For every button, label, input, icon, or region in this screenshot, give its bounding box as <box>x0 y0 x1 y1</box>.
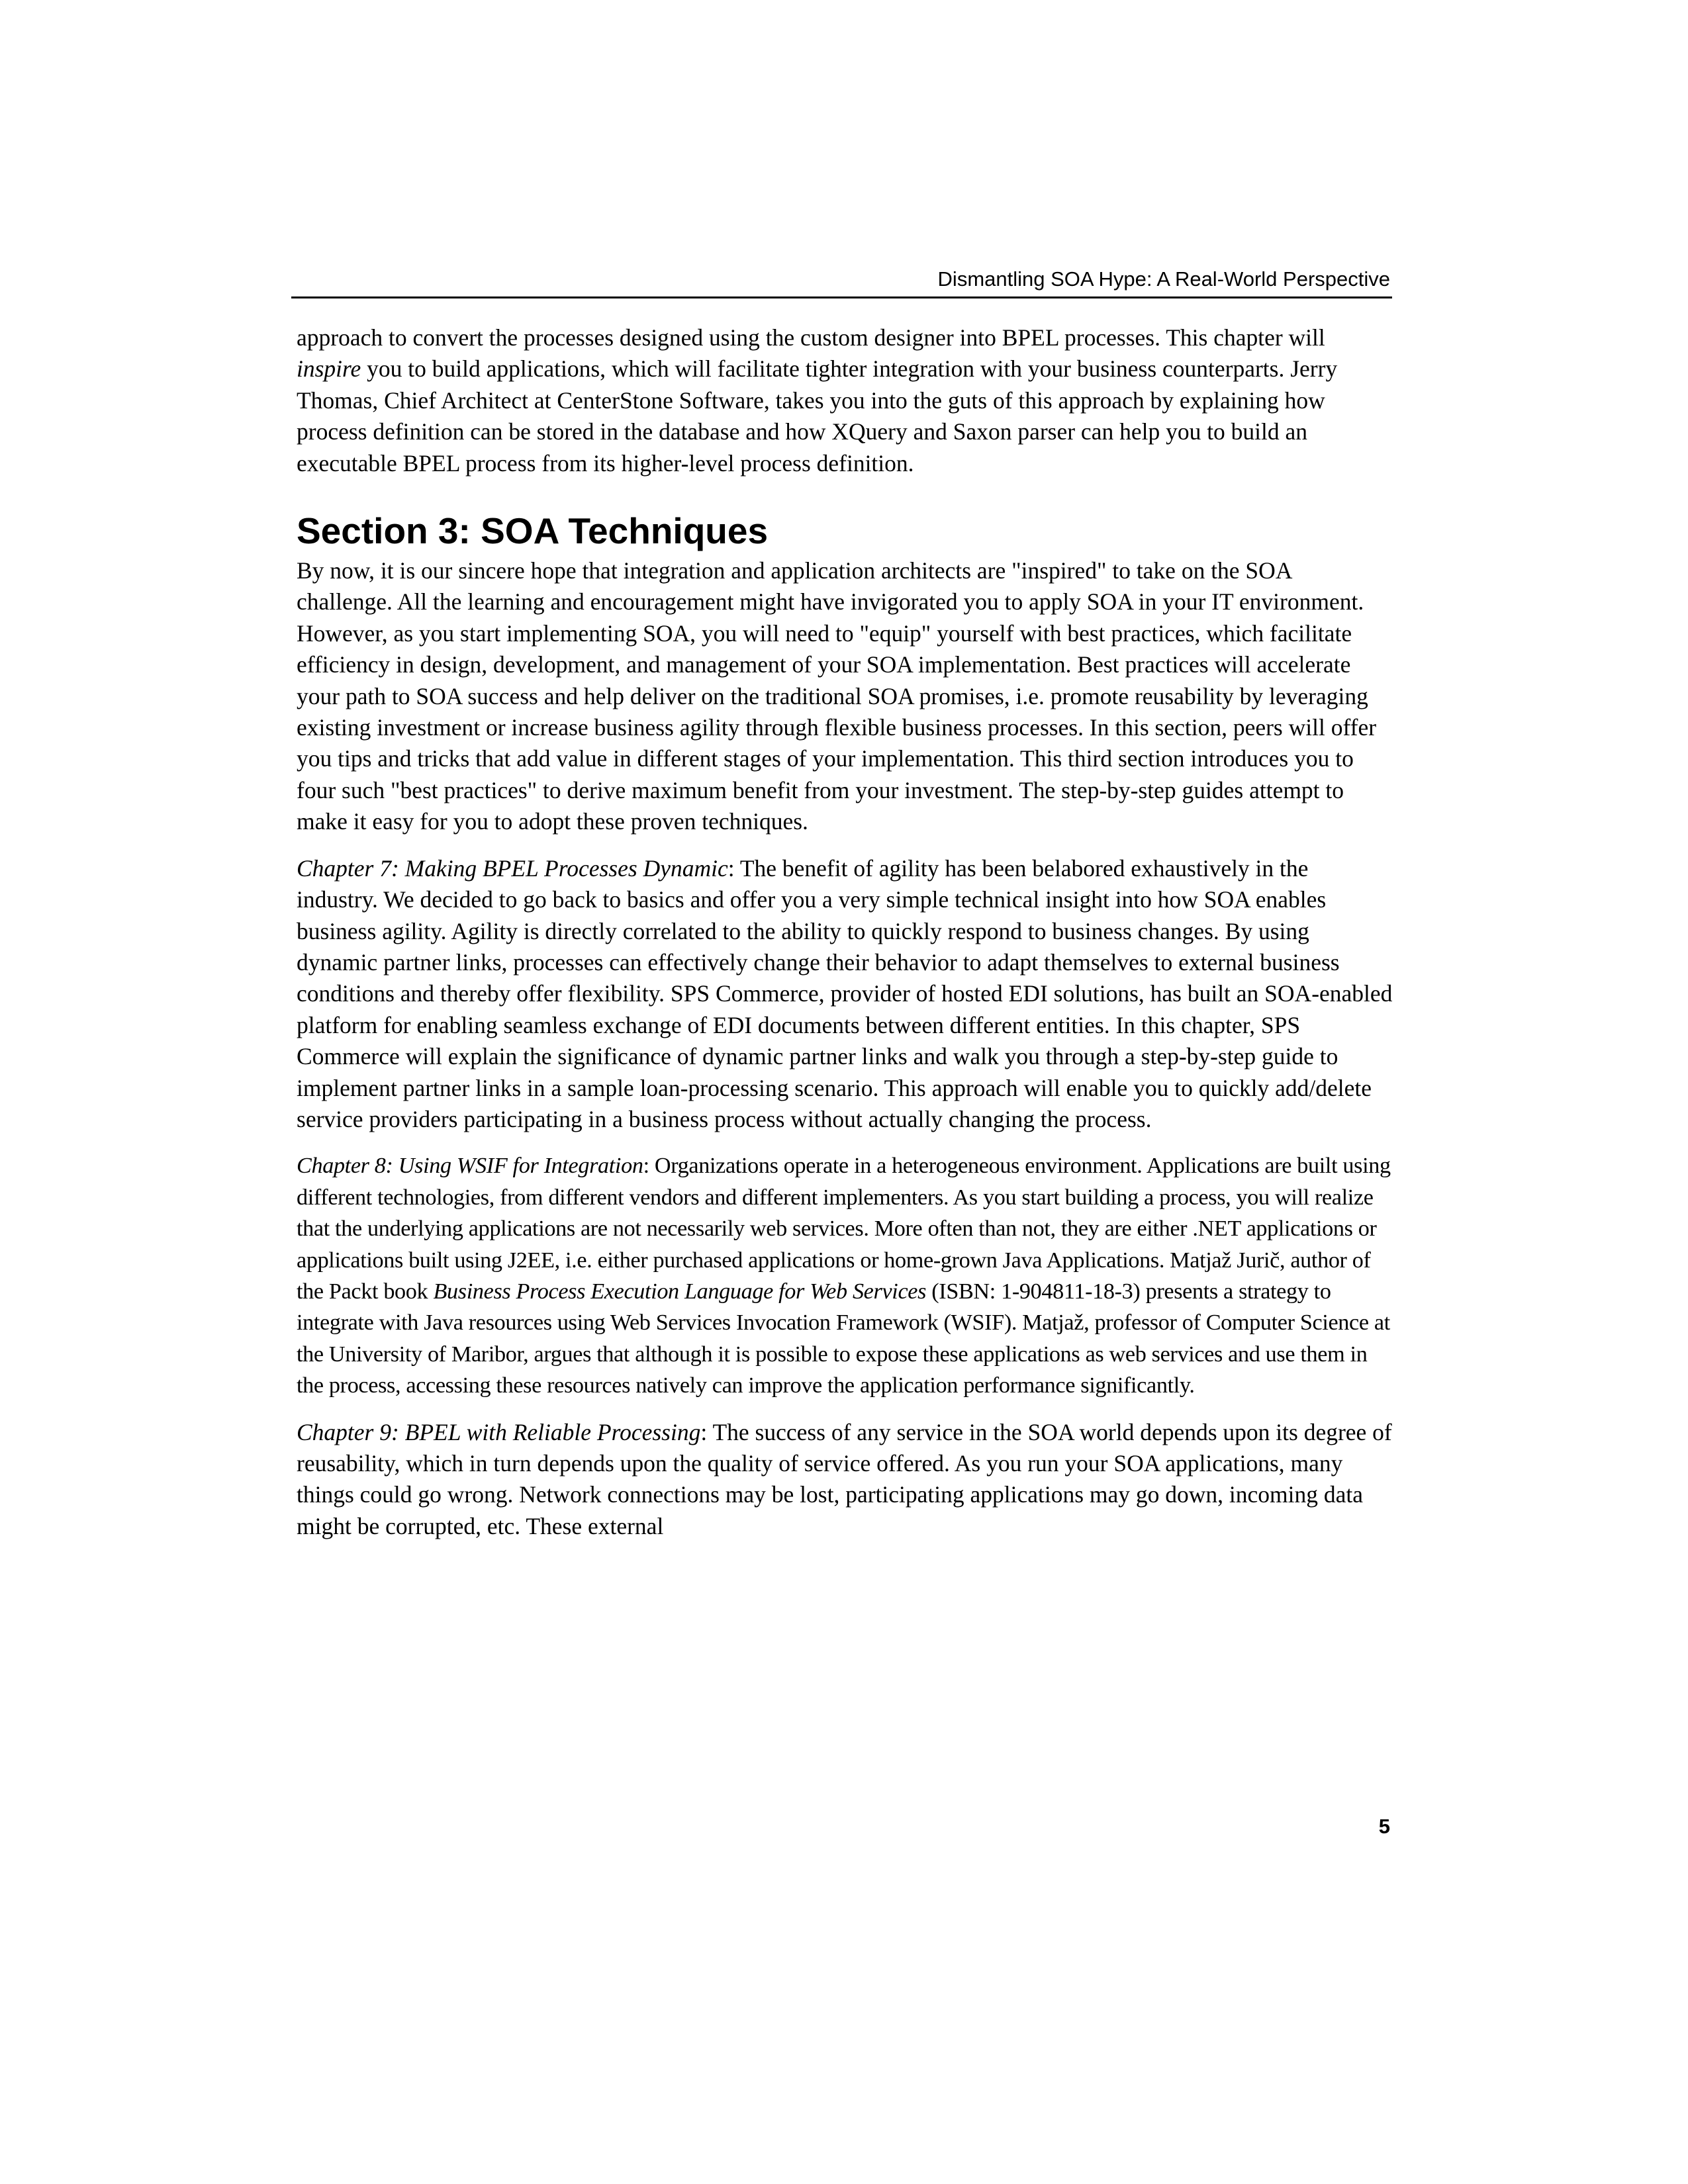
chapter-7-paragraph <box>297 853 1393 1136</box>
running-header-title: Dismantling SOA Hype: A Real-World Perspective <box>937 267 1390 291</box>
page-body <box>297 322 1393 1542</box>
chapter-7-text: : The benefit of agility has been belabored exhaustively in the industry. We decided to go back to basics and offer you a very simple technical insight into how SOA enables business agility. Agility is directly correlated to the ability to quickly respond to business changes. By using dynamic partner links, processes can effectively change their behavior to adapt themselves to external business conditions and thereby offer flexibility. SPS Commerce, provider of hosted EDI solutions, has built an SOA-enabled platform for enabling seamless exchange of EDI documents between different entities. In this chapter, SPS Commerce will explain the significance of dynamic partner links and walk you through a step-by-step guide to implement partner links in a sample loan-processing scenario. This approach will enable you to quickly add/delete service providers participating in a business process without actually changing the process. <box>297 854 1393 1132</box>
chapter-8-text-start: : Organizations operate in a heterogeneous environment. Applications are built using different technologies, from different vendors and different implementers. As you start building a process, you will realize that the underlying applications are not necessarily web services. More often than not, they are either .NET applications or applications built using J2EE, i.e. either purchased applications or home-grown Java Applications. Matjaž Jurič, author of the Packt book <box>297 1154 1391 1304</box>
chapter-7-title: Chapter 7: Making BPEL Processes Dynamic <box>297 854 728 882</box>
intro-paragraph <box>297 322 1393 479</box>
chapter-8-text-end: (ISBN: 1-904811-18-3) presents a strategy to integrate with Java resources using Web Services Invocation Framework (WSIF). Matjaž, professor of Computer Science at the University of Maribor, argues that although it is possible to expose these applications as web services and use them in the process, accessing these resources natively can improve the application performance significantly. <box>297 1279 1390 1398</box>
intro-emphasis: inspire <box>297 355 361 383</box>
intro-text-end: you to build applications, which will facilitate tighter integration with your business counterparts. Jerry Thomas, Chief Architect at CenterStone Software, takes you into the guts of this approach by explaining how process definition can be stored in the database and how XQuery and Saxon parser can help you to build an executable BPEL process from its higher-level process definition. <box>297 355 1338 477</box>
header-rule <box>291 296 1392 298</box>
chapter-8-title: Chapter 8: Using WSIF for Integration <box>297 1154 643 1179</box>
chapter-8-book-title: Business Process Execution Language for Web Services <box>433 1279 927 1304</box>
section-intro-paragraph: By now, it is our sincere hope that integration and application architects are "inspired" to take on the SOA challenge. All the learning and encouragement might have invigorated you to apply SOA in your IT environment. However, as you start implementing SOA, you will need to "equip" yourself with best practices, which facilitate efficiency in design, development, and management of your SOA implementation. Best practices will accelerate your path to SOA success and help deliver on the traditional SOA promises, i.e. promote reusability by leveraging existing investment or increase business agility through flexible business processes. In this section, peers will offer you tips and tricks that add value in different stages of your implementation. This third section introduces you to four such "best practices" to derive maximum benefit from your investment. The step-by-step guides attempt to make it easy for you to adopt these proven techniques. <box>297 557 1377 835</box>
page-number: 5 <box>1378 1815 1390 1838</box>
chapter-9-text: : The success of any service in the SOA world depends upon its degree of reusability, which in turn depends upon the quality of service offered. As you run your SOA applications, many things could go wrong. Network connections may be lost, participating applications may go down, incoming data might be corrupted, etc. These external <box>297 1418 1392 1539</box>
intro-text-start: approach to convert the processes designed using the custom designer into BPEL processes. This chapter will <box>297 324 1325 351</box>
chapter-9-paragraph <box>297 1417 1393 1543</box>
chapter-9-title: Chapter 9: BPEL with Reliable Processing <box>297 1418 701 1445</box>
chapter-8-paragraph <box>297 1150 1393 1401</box>
section-heading: Section 3: SOA Techniques <box>297 510 769 552</box>
